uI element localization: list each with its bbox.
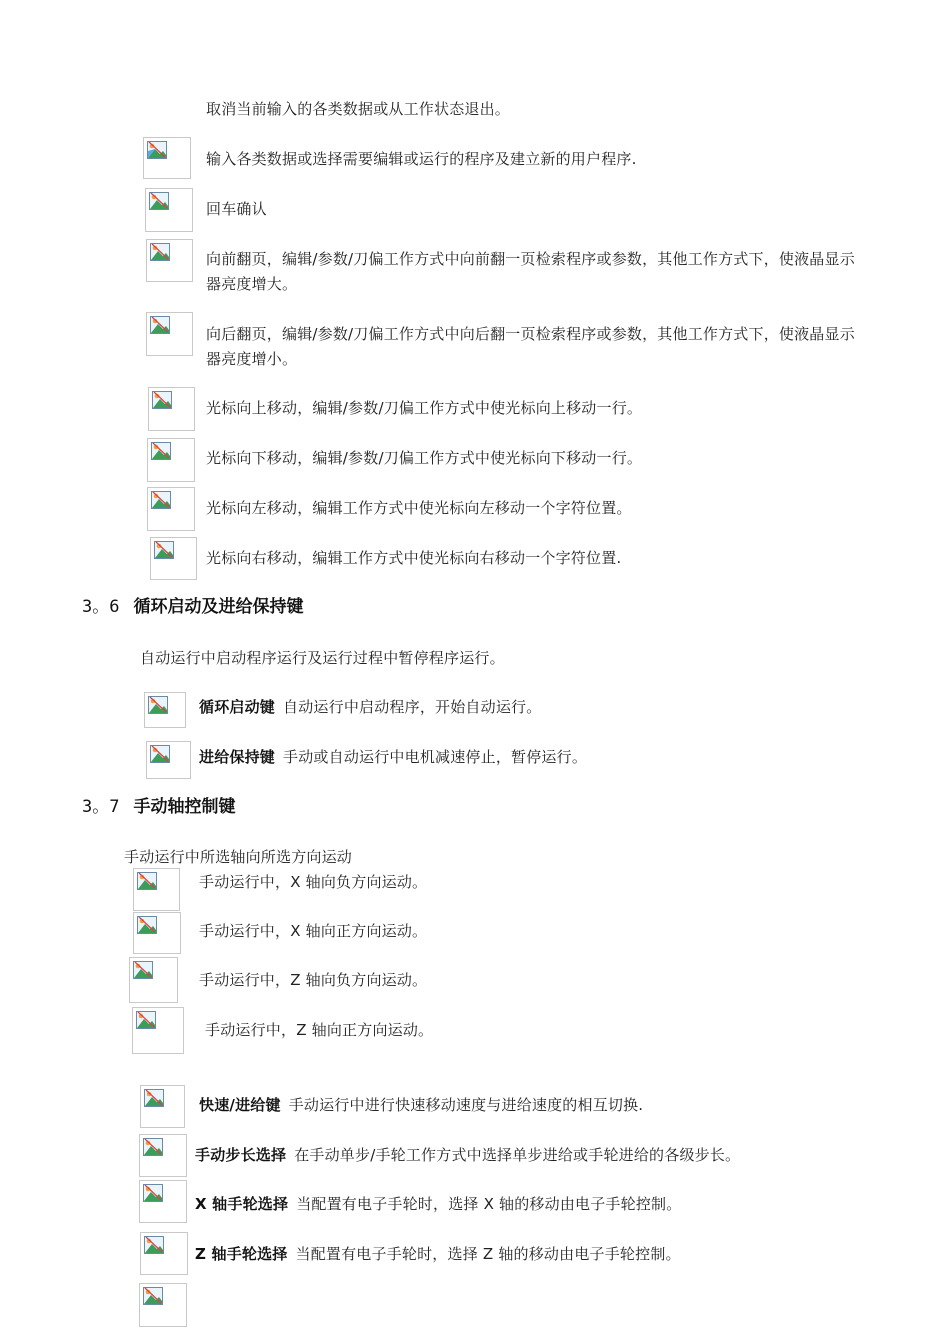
cycle-start-key-image xyxy=(144,692,186,728)
cursor-left-key-desc: 光标向左移动，编辑工作方式中使光标向左移动一个字符位置。 xyxy=(206,499,632,517)
broken-image-icon xyxy=(137,872,157,890)
key-desc: 当配置有电子手轮时，选择 X 轴的移动由电子手轮控制。 xyxy=(296,1195,682,1213)
step-size-key-image xyxy=(139,1134,187,1177)
key-desc: 当配置有电子手轮时，选择 Z 轴的移动由电子手轮控制。 xyxy=(295,1245,681,1263)
key-name: 循环启动键 xyxy=(199,698,276,716)
feed-hold-key-row xyxy=(199,745,587,770)
key-name: 进给保持键 xyxy=(199,748,276,766)
page-down-key-desc: 向后翻页，编辑/参数/刀偏工作方式中向后翻一页检索程序或参数，其他工作方式下，使液晶显示器亮度增小。 xyxy=(206,325,855,368)
key-desc: 手动运行中进行快速移动速度与进给速度的相互切换. xyxy=(288,1096,644,1114)
cursor-down-key-image xyxy=(147,438,195,482)
section-title: 循环启动及进给保持键 xyxy=(133,597,304,617)
section-3-7-intro: 手动运行中所选轴向所选方向运动 xyxy=(124,848,353,866)
cursor-right-key-desc: 光标向右移动，编辑工作方式中使光标向右移动一个字符位置. xyxy=(206,549,622,567)
cursor-down-key-desc: 光标向下移动，编辑/参数/刀偏工作方式中使光标向下移动一行。 xyxy=(206,449,643,467)
broken-image-icon xyxy=(154,541,174,559)
broken-image-icon xyxy=(143,1287,163,1305)
trailing-key-image xyxy=(139,1283,187,1327)
cursor-left-key-image xyxy=(147,487,195,531)
x-minus-key-desc: 手动运行中，X 轴向负方向运动。 xyxy=(199,873,428,891)
rapid-feed-key-image xyxy=(140,1085,185,1128)
cursor-up-key-image xyxy=(148,387,195,431)
section-number: 3。6 xyxy=(82,597,120,617)
broken-image-icon xyxy=(150,316,170,334)
key-name: 快速/进给键 xyxy=(199,1096,281,1114)
cancel-key-desc: 取消当前输入的各类数据或从工作状态退出。 xyxy=(206,100,511,118)
page-up-key-image xyxy=(146,239,193,282)
broken-image-icon xyxy=(151,442,171,460)
key-name: Z 轴手轮选择 xyxy=(195,1245,288,1263)
key-name: 手动步长选择 xyxy=(195,1146,287,1164)
section-3-6-heading xyxy=(82,595,303,619)
key-desc: 手动或自动运行中电机减速停止，暂停运行。 xyxy=(283,748,588,766)
section-title: 手动轴控制键 xyxy=(133,797,236,817)
page-down-key-image xyxy=(146,312,193,356)
broken-image-icon xyxy=(150,243,170,261)
page-up-key-desc: 向前翻页，编辑/参数/刀偏工作方式中向前翻一页检索程序或参数，其他工作方式下，使液晶显示器亮度增大。 xyxy=(206,250,855,293)
enter-key-image xyxy=(145,188,193,232)
feed-hold-key-image xyxy=(146,741,191,779)
rapid-feed-key-row xyxy=(199,1093,643,1118)
broken-image-icon xyxy=(143,1138,163,1156)
step-size-key-row xyxy=(195,1143,740,1168)
broken-image-icon xyxy=(136,1011,156,1029)
key-name: X 轴手轮选择 xyxy=(195,1195,289,1213)
x-handwheel-key-image xyxy=(139,1180,187,1223)
x-minus-key-image xyxy=(133,868,180,911)
cursor-right-key-image xyxy=(150,537,197,580)
key-desc: 在手动单步/手轮工作方式中选择单步进给或手轮进给的各级步长。 xyxy=(294,1146,741,1164)
x-plus-key-desc: 手动运行中，X 轴向正方向运动。 xyxy=(199,922,428,940)
z-handwheel-key-image xyxy=(140,1232,188,1275)
broken-image-icon xyxy=(144,1089,164,1107)
x-plus-key-image xyxy=(133,912,181,954)
enter-key-desc: 回车确认 xyxy=(206,200,267,218)
cycle-start-key-row xyxy=(199,695,541,720)
key-desc: 自动运行中启动程序，开始自动运行。 xyxy=(283,698,542,716)
broken-image-icon xyxy=(150,745,170,763)
broken-image-icon xyxy=(148,696,168,714)
z-minus-key-desc: 手动运行中，Z 轴向负方向运动。 xyxy=(199,971,428,989)
z-handwheel-key-row xyxy=(195,1242,681,1267)
broken-image-icon xyxy=(147,141,167,159)
broken-image-icon xyxy=(137,916,157,934)
x-handwheel-key-row xyxy=(195,1192,681,1217)
section-3-6-intro: 自动运行中启动程序运行及运行过程中暂停程序运行。 xyxy=(140,649,505,667)
broken-image-icon xyxy=(143,1184,163,1202)
section-number: 3。7 xyxy=(82,797,120,817)
cursor-up-key-desc: 光标向上移动，编辑/参数/刀偏工作方式中使光标向上移动一行。 xyxy=(206,399,643,417)
z-minus-key-image xyxy=(129,957,178,1003)
broken-image-icon xyxy=(133,961,153,979)
broken-image-icon xyxy=(152,391,172,409)
z-plus-key-image xyxy=(132,1007,184,1054)
input-key-image xyxy=(143,137,191,179)
section-3-7-heading xyxy=(82,795,235,819)
broken-image-icon xyxy=(144,1236,164,1254)
input-key-desc: 输入各类数据或选择需要编辑或运行的程序及建立新的用户程序. xyxy=(206,150,637,168)
broken-image-icon xyxy=(149,192,169,210)
broken-image-icon xyxy=(151,491,171,509)
z-plus-key-desc: 手动运行中，Z 轴向正方向运动。 xyxy=(205,1021,434,1039)
